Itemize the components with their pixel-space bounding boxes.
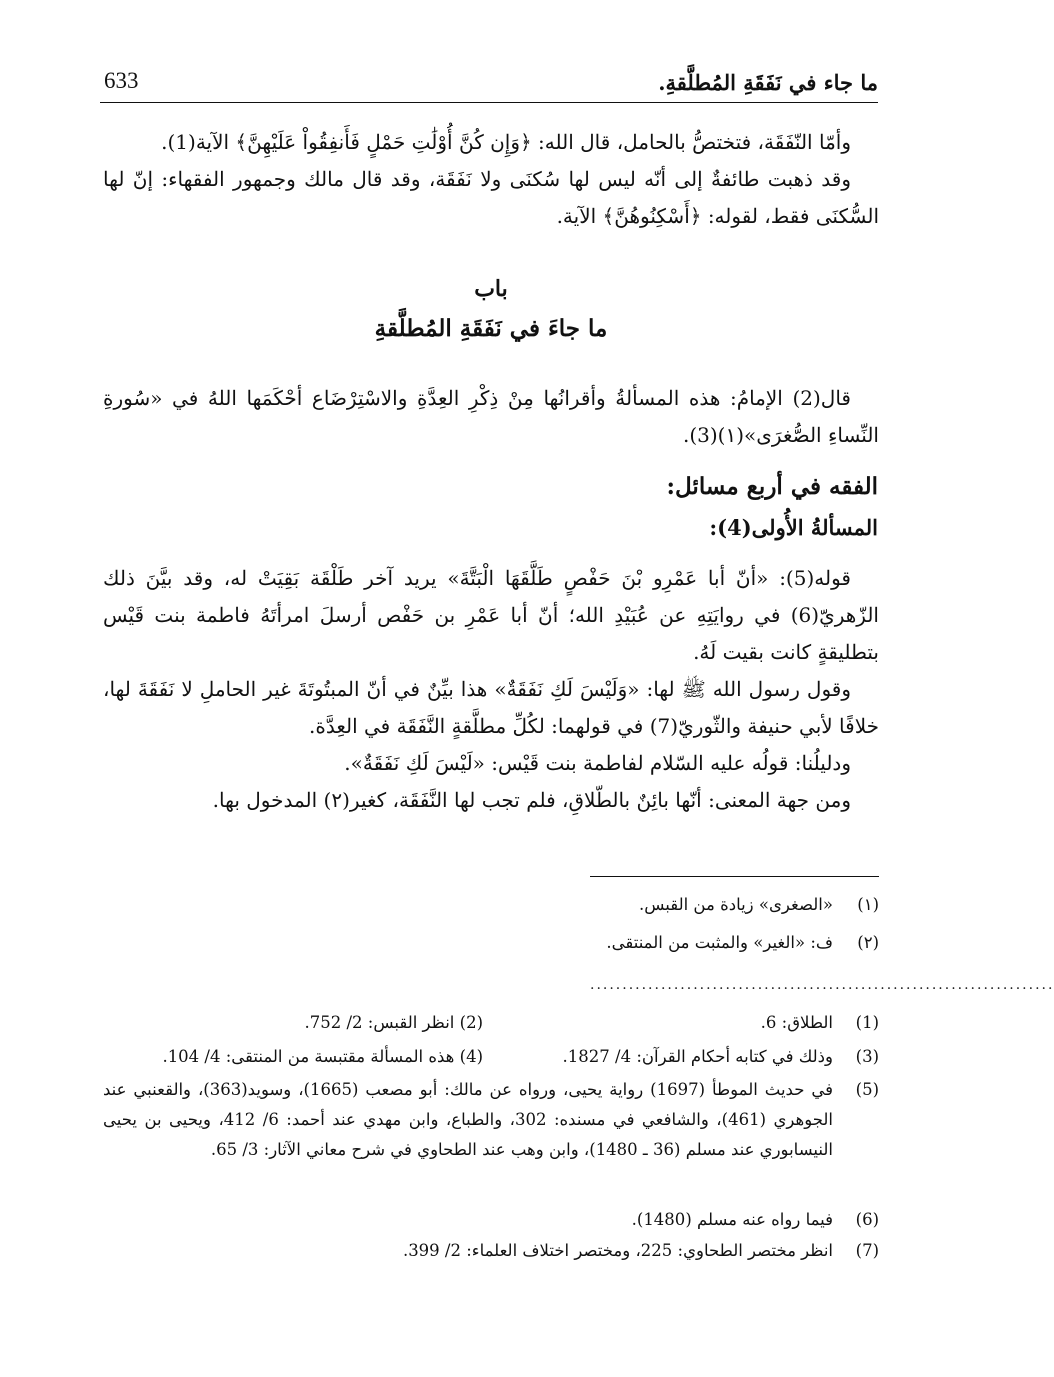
running-title: ما جاء في نَفَقَةِ المُطلَّقةِ. <box>658 70 878 95</box>
footnote-text: انظر مختصر الطحاوي: 225، ومختصر اختلاف العلماء: 2/ 399. <box>402 1241 833 1260</box>
qala-block <box>103 380 879 454</box>
dotted-divider: ........................................................................ <box>590 977 1054 993</box>
editor-footnote-1 <box>103 890 879 920</box>
maana-paragraph: ومن جهة المعنى: أنّها بائِنٌ بالطّلاقِ، فلم تجب لها النَّفَقَة، كغير(٢) المدخول بها. <box>212 788 851 812</box>
footnote-row-1-2 <box>103 1008 879 1038</box>
footnote-number: (3) <box>855 1047 879 1066</box>
footnote-text: ف: «الغير» والمثبت من المنتقى. <box>606 933 833 952</box>
footnote-text: (2) انظر القبس: 2/ 752. <box>304 1013 483 1032</box>
intro-paragraph-1: وأمّا النّفَقَة، فتختصُّ بالحامل، قال الله: ﴿وَإِن كُنَّ أُوْلَٰتِ حَمْلٍ فَأَنفِقُواْ عَلَيْهِنَّ﴾ الآية(1). <box>161 130 851 154</box>
chapter-label: باب <box>474 276 508 302</box>
masala-heading: المسألةُ الأُولى(4): <box>709 515 878 540</box>
footnote-text: في حديث الموطأ (1697) رواية يحيى، ورواه عن مالك: أبو مصعب (1665)، وسويد(363)، والقعنبي عند الجوهري (461)، والشافعي في مسنده: 302، والطباع، وابن مهدي عند أحمد: 6/ 412، ويحيى بن يحيى النيسابوري عند مسلم (36 ـ 1480)، وابن وهب عند الطحاوي في شرح معاني الآثار: 3/ 65. <box>103 1080 834 1159</box>
rasul-paragraph: وقول رسول الله ﷺ لها: «وَلَيْسَ لَكِ نَفَقَةٌ» هذا بيِّنٌ في أنّ المبتُوتَةَ غير الحاملِ لا نَفَقَةَ لها، خلافًا لأبي حنيفة والثّوريّ(7) في قولهما: لكُلِّ مطلَّقةٍ النَّفَقَة في العِدَّة. <box>103 677 879 738</box>
footnote-text: الطلاق: 6. <box>760 1013 833 1032</box>
footnote-number: (5) <box>855 1080 879 1099</box>
footnote-5 <box>103 1075 879 1165</box>
footnote-text: وذلك في كتابه أحكام القرآن: 4/ 1827. <box>562 1047 833 1066</box>
footnote-text: «الصغرى» زيادة من القبس. <box>638 895 833 914</box>
footnote-6 <box>103 1205 879 1235</box>
footnote-text: (4) هذه المسألة مقتبسة من المنتقى: 4/ 104. <box>162 1047 483 1066</box>
intro-block <box>103 124 879 235</box>
chapter-title: ما جاءَ في نَفَقَةِ المُطلَّقةِ <box>374 315 608 342</box>
page-number: 633 <box>104 68 139 93</box>
main-body <box>103 560 879 819</box>
fiqh-heading: الفقه في أربع مسائل: <box>666 473 878 500</box>
footnote-number: (6) <box>855 1210 879 1229</box>
footnote-row-3-4 <box>103 1042 879 1072</box>
footnote-divider <box>590 876 879 877</box>
qala-paragraph: قال(2) الإمامُ: هذه المسألةُ وأقرانُها مِنْ ذِكْرِ العِدَّةِ والاسْتِرْضَاع أحْكَمَها اللهُ في «سُورةِ النِّساءِ الصُّغرَى»(١)(3). <box>103 386 879 447</box>
footnote-text: فيما رواه عنه مسلم (1480). <box>631 1210 833 1229</box>
footnote-number: (7) <box>855 1241 879 1260</box>
footnote-number: (٢) <box>857 933 879 952</box>
footnote-number: (1) <box>855 1013 879 1032</box>
footnote-number: (١) <box>857 895 879 914</box>
editor-footnote-2 <box>103 928 879 958</box>
footnote-7 <box>103 1236 879 1266</box>
dalil-paragraph: ودليلُنا: قولُه عليه السّلام لفاطمة بنت قَيْس: «لَيْسَ لَكِ نَفَقَةٌ». <box>344 751 851 775</box>
running-header <box>100 66 878 103</box>
intro-paragraph-2: وقد ذهبت طائفةٌ إلى أنّه ليس لها سُكنَى ولا نَفَقَة، وقد قال مالك وجمهور الفقهاء: إنّ لها السُّكنَى فقط، لقوله: ﴿أَسْكِنُوهُنَّ﴾ الآية. <box>103 167 879 228</box>
qawluh-paragraph: قوله(5): «أنّ أبا عَمْرِو بْنَ حَفْصٍ طَلَّقَهَا الْبَتَّةَ» يريد آخر طَلْقَة بَقِيَتْ له، وقد بيَّنَ ذلك الزّهريّ(6) في روايَتِهِ عن عُبَيْدِ الله؛ أنّ أبا عَمْرِ بن حَفْص أرسلَ امرأتَهُ فاطمة بنت قَيْس بتطليقةٍ كانت بقيت لَهُ. <box>103 566 879 664</box>
